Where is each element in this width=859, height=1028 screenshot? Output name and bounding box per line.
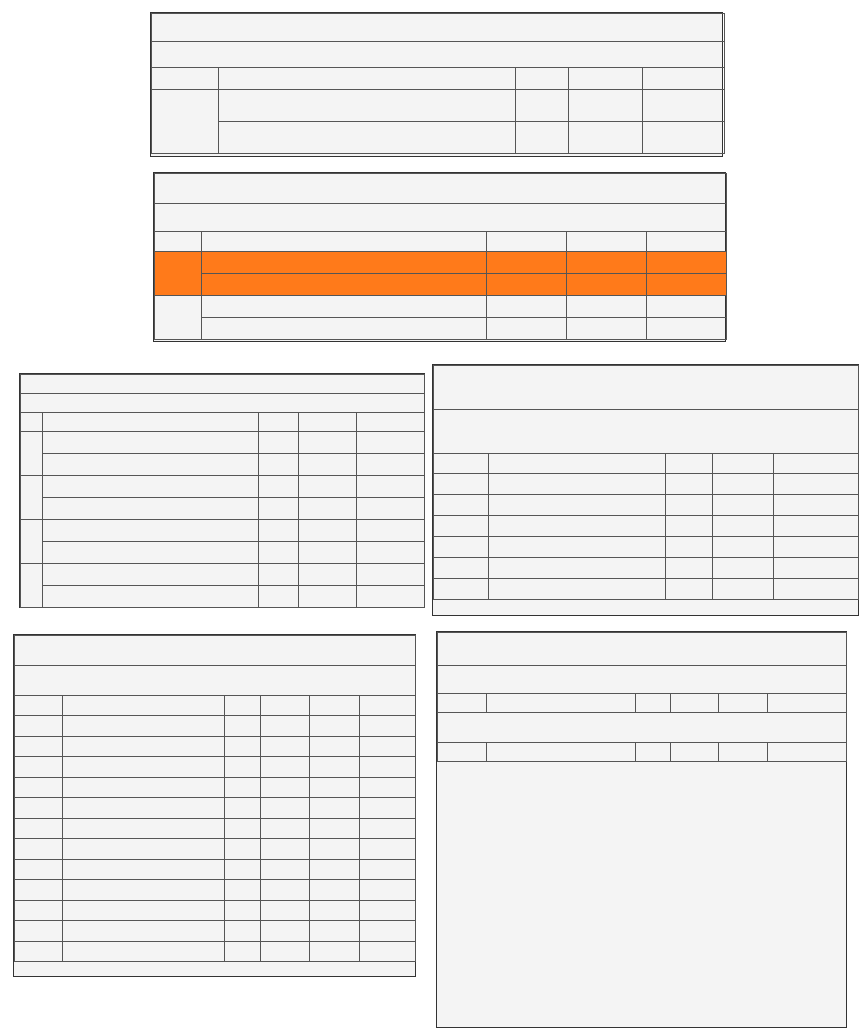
header-equipo [63, 696, 225, 716]
team-cell [63, 818, 225, 839]
position-cell [15, 757, 63, 778]
promedio-cell [360, 921, 416, 942]
header-equipo [219, 68, 516, 90]
juegos-cell [259, 454, 299, 476]
juegos-cell [225, 880, 261, 901]
team-cell [489, 516, 666, 537]
team-cell [43, 586, 259, 608]
promedio-cell [360, 880, 416, 901]
ganados-cell [569, 90, 643, 122]
perdidos-cell [357, 432, 425, 454]
ganados-cell [713, 474, 774, 495]
table-row [15, 921, 416, 942]
perdidos-cell [357, 476, 425, 498]
juegos-cell [225, 777, 261, 798]
global-subtitle [15, 666, 416, 696]
ganados-cell [299, 564, 357, 586]
team-cell [489, 579, 666, 600]
team-cell [489, 474, 666, 495]
perdidos-cell [647, 296, 727, 318]
cuartos-subtitle [21, 394, 425, 413]
team-cell [63, 757, 225, 778]
cuartos-title [21, 375, 425, 394]
juegos-cell [259, 542, 299, 564]
perdidos-cell [774, 495, 859, 516]
ganados-cell [261, 736, 310, 757]
table-row [155, 274, 727, 296]
perdidos-cell [310, 798, 360, 819]
table-row [15, 777, 416, 798]
perdidos-cell [357, 586, 425, 608]
juegos-cell [259, 520, 299, 542]
promedio-cell [360, 757, 416, 778]
semi-subtitle [155, 204, 727, 232]
table-row [434, 495, 859, 516]
table-row [21, 432, 425, 454]
header-perdidos [357, 413, 425, 432]
global-standings-panel [13, 634, 416, 977]
table-row [434, 558, 859, 579]
perdidos-cell [774, 516, 859, 537]
ganados-cell [713, 495, 774, 516]
team-cell [43, 542, 259, 564]
table-row [15, 900, 416, 921]
header-promedio [768, 694, 847, 713]
table-row [21, 454, 425, 476]
perdidos-cell [774, 474, 859, 495]
header-equipo [202, 232, 487, 252]
position-cell [434, 516, 489, 537]
juegos-cell [225, 818, 261, 839]
position-cell [15, 777, 63, 798]
juegos-cell [259, 498, 299, 520]
ganados-cell [569, 122, 643, 154]
perdidos-cell [310, 716, 360, 737]
juegos-cell [259, 476, 299, 498]
perdidos-cell [774, 579, 859, 600]
juegos-cell [487, 318, 567, 340]
team-cell [63, 900, 225, 921]
header-ganados [261, 696, 310, 716]
ganados-cell [567, 252, 647, 274]
position-cell [434, 495, 489, 516]
table-row [21, 542, 425, 564]
header-equipo [487, 694, 636, 713]
perdidos-cell [357, 542, 425, 564]
ganados-cell [713, 579, 774, 600]
table-row [15, 716, 416, 737]
header-juegos [636, 743, 671, 762]
header-serie [155, 232, 202, 252]
juegos-cell [666, 495, 713, 516]
ganados-cell [261, 757, 310, 778]
position-cell [15, 900, 63, 921]
team-cell [202, 296, 487, 318]
table-row [15, 798, 416, 819]
juegos-cell [225, 941, 261, 962]
table-row [15, 839, 416, 860]
perdidos-cell [357, 454, 425, 476]
header-juegos [487, 232, 567, 252]
perdidos-cell [357, 520, 425, 542]
team-cell [63, 839, 225, 860]
serie-cell [155, 252, 202, 296]
position-cell [15, 941, 63, 962]
table-row [21, 586, 425, 608]
perdidos-cell [310, 818, 360, 839]
perdidos-cell [357, 564, 425, 586]
perdidos-cell [310, 736, 360, 757]
semifinal-standings-panel [153, 172, 726, 342]
juegos-cell [487, 274, 567, 296]
position-cell [434, 537, 489, 558]
perdidos-cell [774, 558, 859, 579]
team-cell [43, 498, 259, 520]
team-cell [63, 798, 225, 819]
perdidos-cell [310, 941, 360, 962]
perdidos-cell [647, 274, 727, 296]
table-row [15, 757, 416, 778]
ganados-cell [299, 520, 357, 542]
header-equipo [489, 454, 666, 474]
header-ganados [569, 68, 643, 90]
global-table [14, 635, 416, 962]
semifinal-table [154, 173, 727, 340]
ganados-cell [299, 432, 357, 454]
juegos-cell [225, 798, 261, 819]
position-cell [15, 798, 63, 819]
juegos-cell [225, 736, 261, 757]
position-cell [434, 474, 489, 495]
juegos-cell [666, 579, 713, 600]
table-row [155, 296, 727, 318]
promedio-cell [360, 818, 416, 839]
ganados-cell [713, 558, 774, 579]
cuartos-table [20, 374, 425, 608]
juegos-cell [225, 716, 261, 737]
header-serie [152, 68, 219, 90]
promedio-cell [360, 777, 416, 798]
perdidos-cell [310, 921, 360, 942]
table-row [15, 941, 416, 962]
ganados-cell [299, 454, 357, 476]
table-row [434, 474, 859, 495]
serie-cell [152, 90, 219, 154]
header-perdidos [719, 743, 768, 762]
team-cell [489, 537, 666, 558]
table-row [155, 318, 727, 340]
serie-cell [155, 296, 202, 340]
position-cell [434, 579, 489, 600]
position-cell [434, 558, 489, 579]
header-promedio [768, 743, 847, 762]
table-row [15, 880, 416, 901]
table-row [21, 498, 425, 520]
juegos-cell [487, 296, 567, 318]
team-cell [202, 274, 487, 296]
promedio-cell [360, 716, 416, 737]
perdidos-cell [310, 880, 360, 901]
header-juegos [259, 413, 299, 432]
promedio-cell [360, 839, 416, 860]
perdidos-cell [310, 900, 360, 921]
header-perdidos [719, 694, 768, 713]
perdidos-cell [310, 777, 360, 798]
header-ganados [671, 694, 719, 713]
ganados-cell [567, 274, 647, 296]
position-cell [15, 880, 63, 901]
serie-cell [21, 564, 43, 608]
team-cell [43, 454, 259, 476]
table-row [21, 564, 425, 586]
header-juegos [516, 68, 569, 90]
table-row [152, 122, 725, 154]
header-posicion [15, 696, 63, 716]
secciones-standings-panel [436, 631, 847, 1028]
table-row [434, 516, 859, 537]
perdidos-cell [643, 122, 725, 154]
team-cell [63, 941, 225, 962]
header-promedio [360, 696, 416, 716]
promedio-cell [360, 736, 416, 757]
team-cell [43, 520, 259, 542]
ganados-cell [261, 941, 310, 962]
juegos-cell [666, 537, 713, 558]
semi-title [155, 174, 727, 204]
header-posicion [434, 454, 489, 474]
team-cell [63, 716, 225, 737]
final-standings-panel [150, 12, 723, 157]
table-row [155, 252, 727, 274]
promedio-cell [360, 900, 416, 921]
table-row [21, 476, 425, 498]
secciones-title [438, 633, 847, 666]
header-serie [21, 413, 43, 432]
team-cell [219, 122, 516, 154]
ganados-cell [713, 516, 774, 537]
secciones-table [437, 632, 847, 762]
carnaval-subtitle-2 [434, 432, 859, 454]
ganados-cell [299, 586, 357, 608]
promedio-cell [360, 798, 416, 819]
team-cell [489, 495, 666, 516]
carnaval-standings-panel [432, 364, 859, 616]
team-cell [43, 564, 259, 586]
ganados-cell [261, 880, 310, 901]
seccion-a-subtitle [438, 666, 847, 694]
perdidos-cell [310, 859, 360, 880]
ganados-cell [567, 296, 647, 318]
team-cell [202, 252, 487, 274]
table-row [21, 520, 425, 542]
team-cell [63, 880, 225, 901]
position-cell [15, 839, 63, 860]
table-row [434, 537, 859, 558]
header-posicion [438, 743, 487, 762]
perdidos-cell [647, 318, 727, 340]
table-row [15, 859, 416, 880]
ganados-cell [261, 859, 310, 880]
position-cell [15, 736, 63, 757]
header-juegos [636, 694, 671, 713]
juegos-cell [666, 516, 713, 537]
table-row [15, 818, 416, 839]
position-cell [15, 716, 63, 737]
carnaval-subtitle-1 [434, 410, 859, 432]
header-perdidos [774, 454, 859, 474]
header-ganados [299, 413, 357, 432]
header-ganados [671, 743, 719, 762]
perdidos-cell [357, 498, 425, 520]
juegos-cell [259, 432, 299, 454]
header-juegos [666, 454, 713, 474]
promedio-cell [360, 859, 416, 880]
perdidos-cell [774, 537, 859, 558]
header-perdidos [647, 232, 727, 252]
team-cell [63, 859, 225, 880]
header-equipos [487, 743, 636, 762]
juegos-cell [225, 839, 261, 860]
header-equipo [43, 413, 259, 432]
team-cell [43, 432, 259, 454]
position-cell [15, 818, 63, 839]
ganados-cell [299, 542, 357, 564]
ganados-cell [261, 777, 310, 798]
carnaval-title-1 [434, 366, 859, 388]
carnaval-table [433, 365, 859, 600]
header-juegos [225, 696, 261, 716]
seccion-b-subtitle [438, 713, 847, 743]
header-posicion [438, 694, 487, 713]
ganados-cell [261, 921, 310, 942]
table-row [15, 736, 416, 757]
juegos-cell [516, 122, 569, 154]
global-title [15, 636, 416, 666]
team-cell [63, 921, 225, 942]
serie-cell [21, 476, 43, 520]
position-cell [15, 921, 63, 942]
juegos-cell [259, 564, 299, 586]
juegos-cell [259, 586, 299, 608]
serie-cell [21, 432, 43, 476]
team-cell [489, 558, 666, 579]
perdidos-cell [643, 90, 725, 122]
juegos-cell [225, 859, 261, 880]
juegos-cell [666, 474, 713, 495]
ganados-cell [299, 476, 357, 498]
juegos-cell [225, 900, 261, 921]
team-cell [43, 476, 259, 498]
ganados-cell [261, 798, 310, 819]
final-title [152, 14, 725, 42]
header-perdidos [310, 696, 360, 716]
juegos-cell [487, 252, 567, 274]
juegos-cell [516, 90, 569, 122]
promedio-cell [360, 941, 416, 962]
table-row [434, 579, 859, 600]
table-row [152, 90, 725, 122]
ganados-cell [261, 839, 310, 860]
team-cell [63, 777, 225, 798]
ganados-cell [299, 498, 357, 520]
serie-cell [21, 520, 43, 564]
ganados-cell [567, 318, 647, 340]
perdidos-cell [647, 252, 727, 274]
juegos-cell [666, 558, 713, 579]
team-cell [63, 736, 225, 757]
header-ganados [567, 232, 647, 252]
ganados-cell [261, 716, 310, 737]
perdidos-cell [310, 839, 360, 860]
team-cell [202, 318, 487, 340]
final-subtitle [152, 42, 725, 68]
team-cell [219, 90, 516, 122]
header-perdidos [643, 68, 725, 90]
ganados-cell [261, 818, 310, 839]
juegos-cell [225, 757, 261, 778]
carnaval-title-2 [434, 388, 859, 410]
perdidos-cell [310, 757, 360, 778]
header-ganados [713, 454, 774, 474]
ganados-cell [261, 900, 310, 921]
final-table [151, 13, 725, 154]
juegos-cell [225, 921, 261, 942]
ganados-cell [713, 537, 774, 558]
cuartos-standings-panel [19, 373, 425, 608]
position-cell [15, 859, 63, 880]
